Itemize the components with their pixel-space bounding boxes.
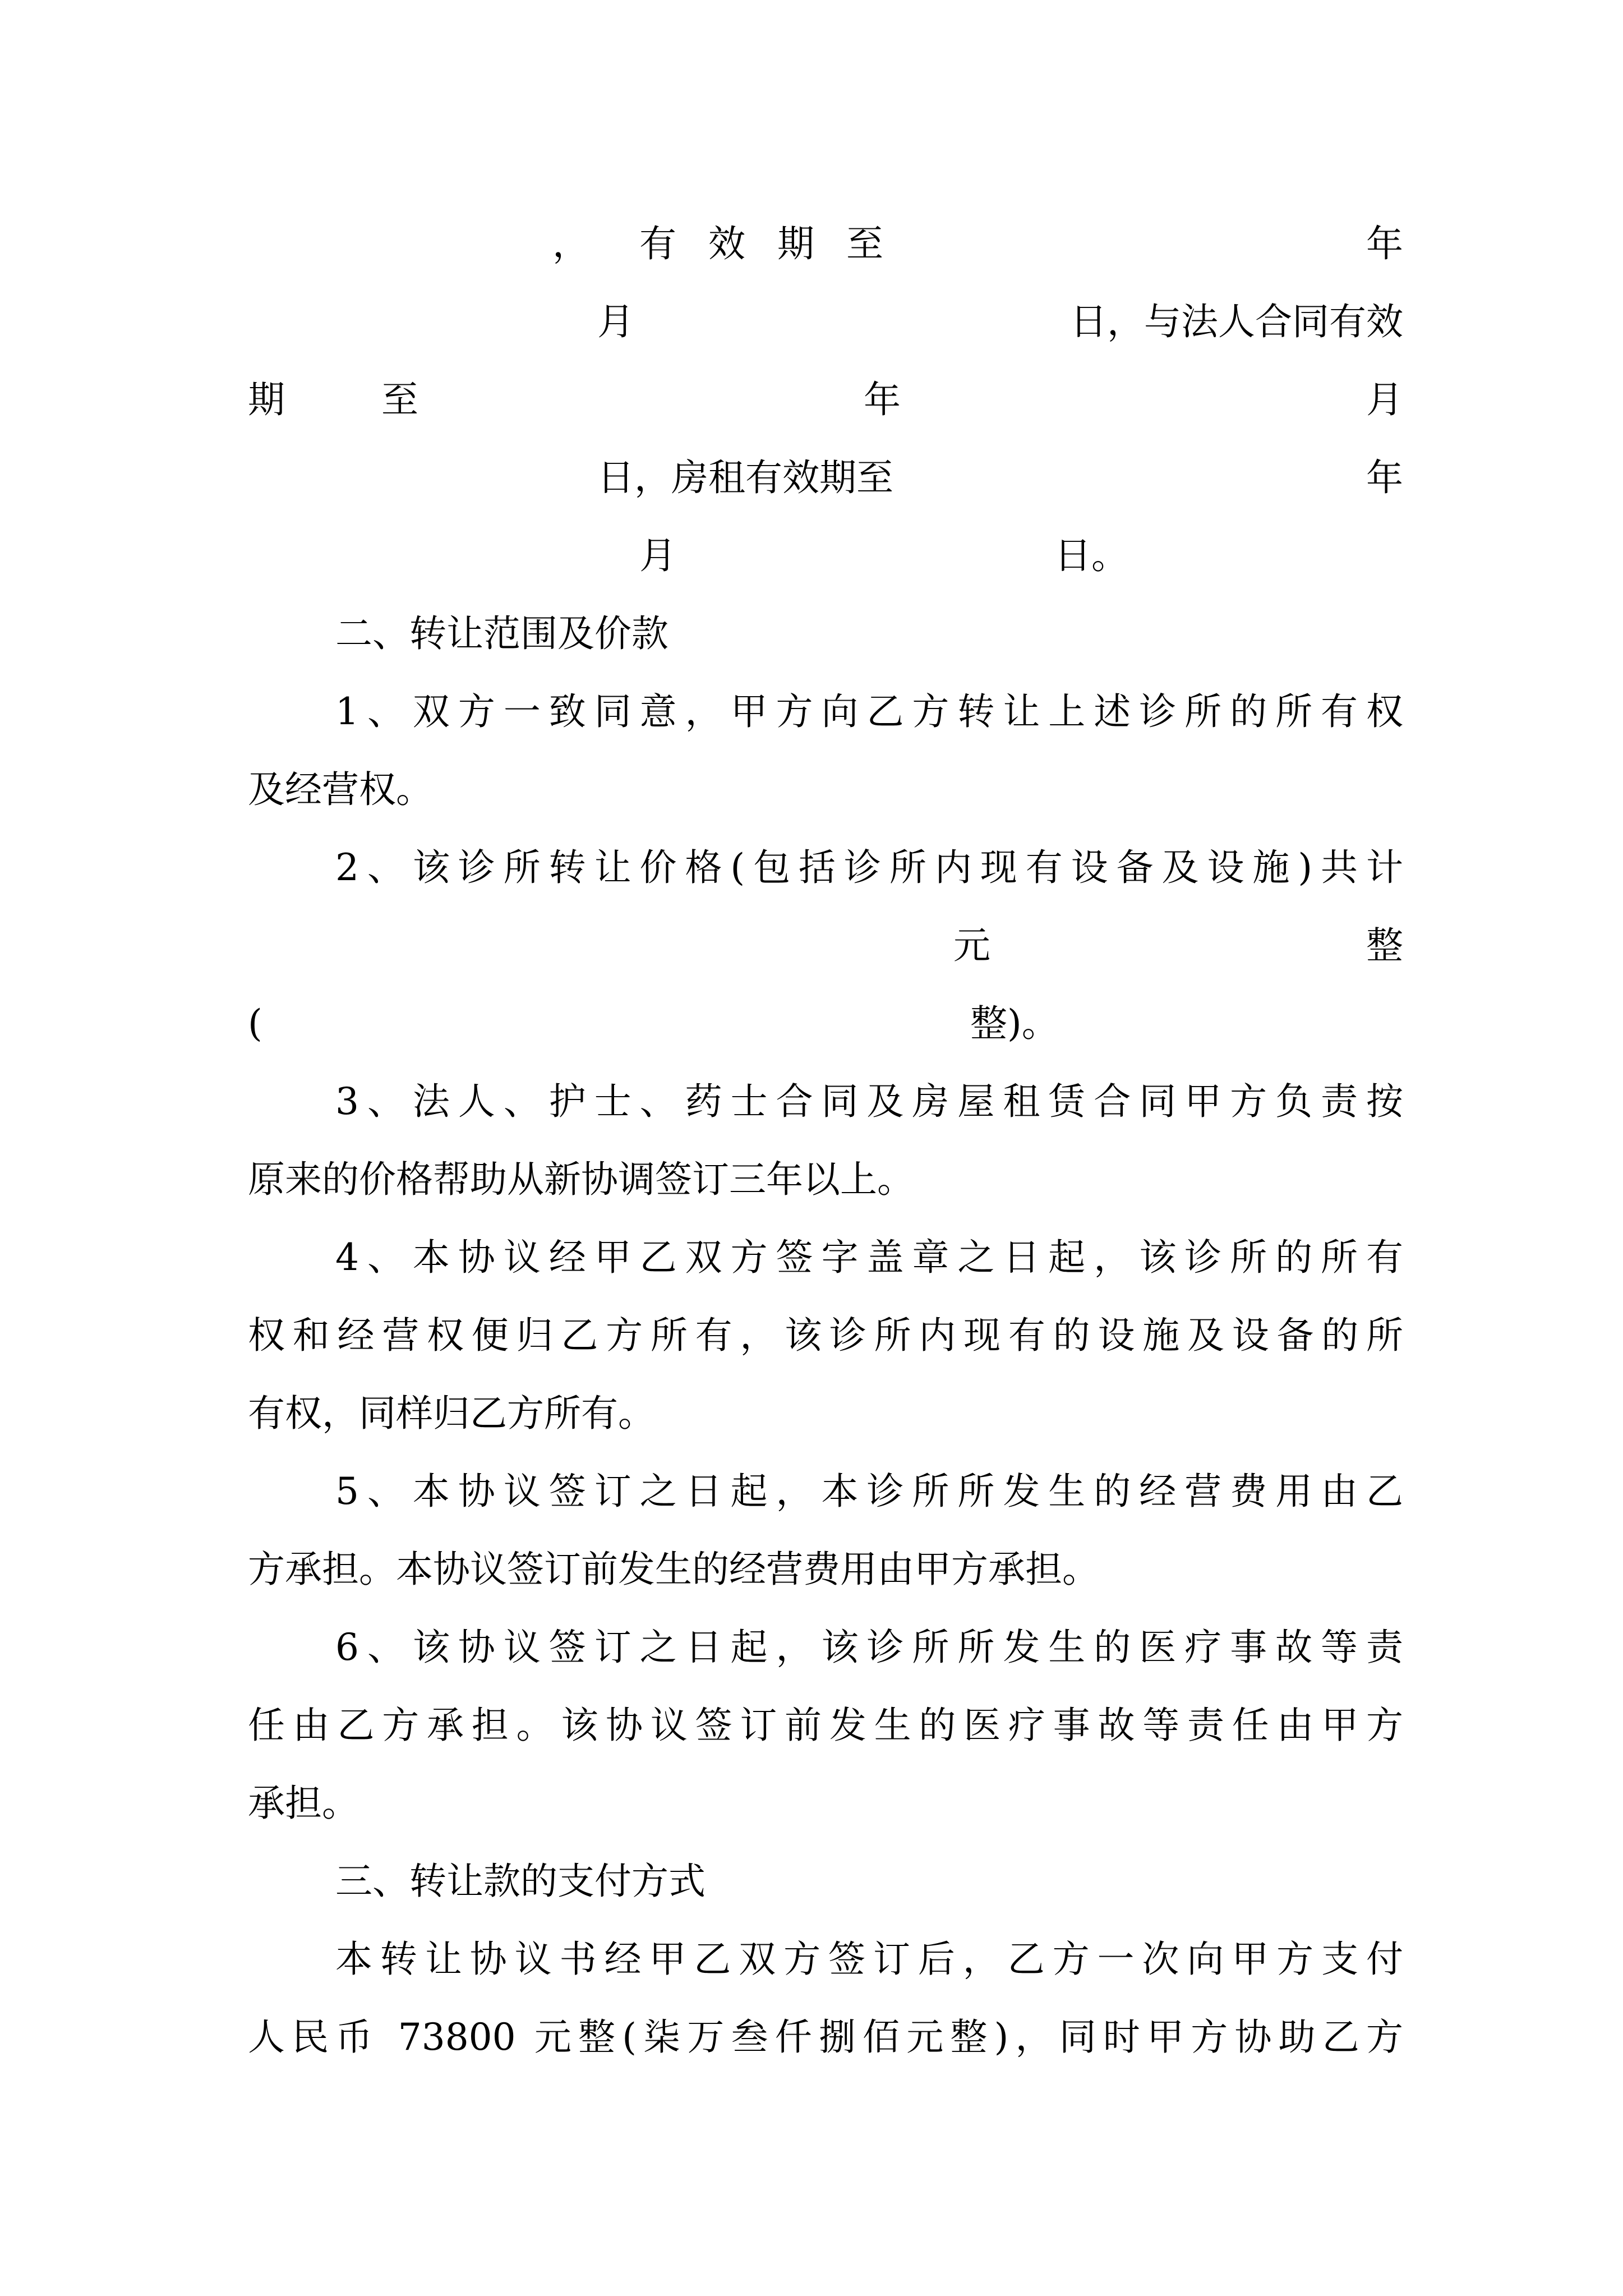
item-2-line-2 <box>0 918 1623 974</box>
item-2-line-3 <box>0 996 1623 1052</box>
year-label: 年 <box>864 378 901 421</box>
paren-close-text: 整)。 <box>970 1002 1059 1045</box>
paren-open: ( <box>248 1002 262 1045</box>
contract-validity-text: 日，与法人合同有效 <box>1070 300 1403 343</box>
paragraph-text: 1、双方一致同意，甲方向乙方转让上述诊所的所有权 <box>335 690 1403 733</box>
paragraph-text: 5、本协议签订之日起，本诊所所发生的经营费用由乙 <box>335 1470 1403 1513</box>
validity-line-3 <box>0 372 1623 428</box>
item-1-line-2 <box>0 762 1623 818</box>
item-6-line-2 <box>0 1697 1623 1754</box>
year-label: 年 <box>1366 456 1403 499</box>
item-4-line-3 <box>0 1386 1623 1442</box>
to-label: 至 <box>381 378 418 421</box>
zheng-label: 整 <box>1366 924 1403 967</box>
paragraph-text: 及经营权。 <box>248 768 433 811</box>
section-heading: 三、转让款的支付方式 <box>335 1860 706 1903</box>
year-label: 年 <box>1366 222 1403 265</box>
validity-line-1 <box>0 216 1623 272</box>
paragraph-text: 权和经营权便归乙方所有，该诊所内现有的设施及设备的所 <box>248 1314 1403 1357</box>
item-3-line-1 <box>0 1074 1623 1130</box>
section-3-heading <box>0 1853 1623 1910</box>
paragraph-text: 原来的价格帮助从新协调签订三年以上。 <box>248 1158 914 1201</box>
item-6-line-3 <box>0 1775 1623 1832</box>
item-4-line-1 <box>0 1230 1623 1286</box>
item-5-line-1 <box>0 1464 1623 1520</box>
item-1-line-1 <box>0 684 1623 740</box>
item-6-line-1 <box>0 1619 1623 1676</box>
section-3-line-1 <box>0 1931 1623 1987</box>
paragraph-text: 3、法人、护士、药士合同及房屋租赁合同甲方负责按 <box>335 1080 1403 1123</box>
valid-until-label: 有 效 期 至 <box>639 222 893 265</box>
validity-line-5 <box>0 528 1623 584</box>
paragraph-text: 任由乙方承担。该协议签订前发生的医疗事故等责任由甲方 <box>248 1704 1403 1747</box>
validity-line-4 <box>0 450 1623 506</box>
section-3-line-2 <box>0 2009 1623 2065</box>
item-4-line-2 <box>0 1308 1623 1364</box>
item-3-line-2 <box>0 1152 1623 1208</box>
paragraph-text: 6、该协议签订之日起，该诊所所发生的医疗事故等责 <box>335 1626 1403 1669</box>
rent-validity-text: 日，房租有效期至 <box>597 456 893 499</box>
paragraph-text: 2、该诊所转让价格(包括诊所内现有设备及设施)共计 <box>335 846 1403 889</box>
item-5-line-2 <box>0 1542 1623 1598</box>
paragraph-text: 承担。 <box>248 1782 359 1825</box>
comma: ， <box>552 222 589 265</box>
yuan-label: 元 <box>953 924 990 967</box>
paragraph-text: 有权，同样归乙方所有。 <box>248 1392 655 1435</box>
section-2-heading <box>0 606 1623 662</box>
month-label: 月 <box>597 300 634 343</box>
section-heading: 二、转让范围及价款 <box>335 612 668 655</box>
month-label: 月 <box>1366 378 1403 421</box>
validity-line-2 <box>0 294 1623 350</box>
month-label: 月 <box>639 534 676 577</box>
period-label: 期 <box>248 378 285 421</box>
paragraph-text: 人民币 73800 元整(柒万叁仟捌佰元整)，同时甲方协助乙方 <box>248 2016 1403 2059</box>
item-2-line-1 <box>0 840 1623 896</box>
day-end-label: 日。 <box>1054 534 1128 577</box>
paragraph-text: 方承担。本协议签订前发生的经营费用由甲方承担。 <box>248 1548 1099 1591</box>
paragraph-text: 本转让协议书经甲乙双方签订后，乙方一次向甲方支付 <box>335 1938 1403 1981</box>
paragraph-text: 4、本协议经甲乙双方签字盖章之日起，该诊所的所有 <box>335 1236 1403 1279</box>
